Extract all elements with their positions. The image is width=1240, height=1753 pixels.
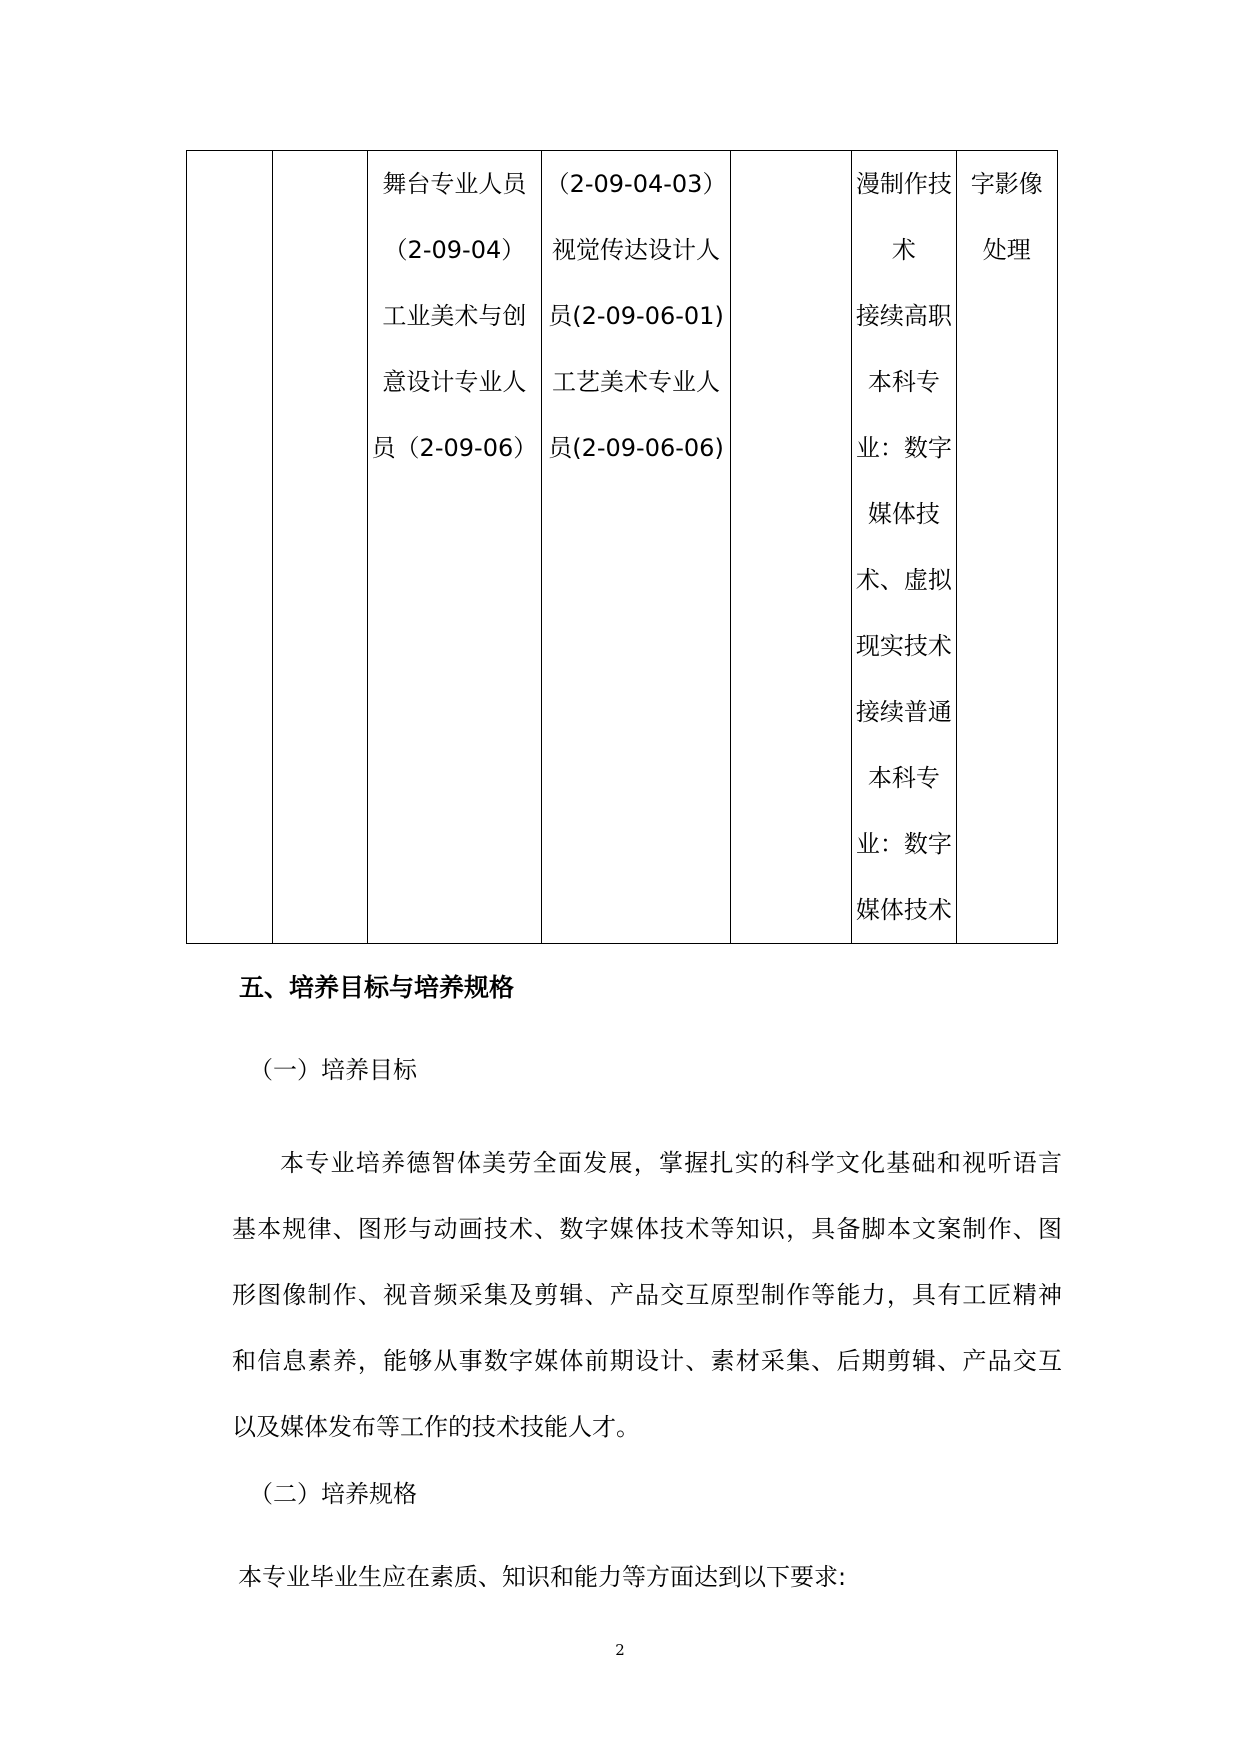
table-cell-line: 员(2-09-06-06) <box>548 434 724 462</box>
table-cell-line: 媒体技术 <box>855 896 952 924</box>
table-cell-line: 术、虚拟 <box>855 566 952 594</box>
table-cell-line: 业：数字 <box>855 830 952 858</box>
table-cell-line: 术 <box>891 236 916 264</box>
table-cell-line: 视觉传达设计人 <box>552 236 721 264</box>
spec-intro-text: 本专业毕业生应在素质、知识和能力等方面达到以下要求: <box>238 1563 847 1591</box>
table-cell-line: 漫制作技 <box>855 170 952 198</box>
goal-heading: （一）培养目标 <box>249 1056 417 1084</box>
table-cell-line: 接续高职 <box>855 302 952 330</box>
table-cell-line: （2-09-04-03） <box>545 170 727 198</box>
spec-heading: （二）培养规格 <box>249 1480 417 1508</box>
table-cell-line: 业：数字 <box>855 434 952 462</box>
table-cell-line: 字影像 <box>970 170 1043 198</box>
table-cell-line: 接续普通 <box>855 698 952 726</box>
table-cell-col7 <box>956 151 1057 944</box>
goal-paragraph <box>232 1130 1062 1460</box>
table-cell-line: 处理 <box>982 236 1031 264</box>
table-cell-col5 <box>730 151 851 944</box>
table-cell-line: 现实技术 <box>855 632 952 660</box>
goal-paragraph-line: 本专业培养德智体美劳全面发展，掌握扎实的科学文化基础和视听语言 <box>280 1149 1062 1177</box>
page-number: 2 <box>615 1641 625 1659</box>
goal-paragraph-line: 和信息素养，能够从事数字媒体前期设计、素材采集、后期剪辑、产品交互 <box>232 1347 1062 1375</box>
goal-paragraph-line: 以及媒体发布等工作的技术技能人才。 <box>232 1413 640 1441</box>
table-cell-line: 本科专 <box>867 368 940 396</box>
occupation-table <box>186 150 1058 944</box>
table-cell-col1 <box>187 151 273 944</box>
table-cell-line: （2-09-04） <box>383 236 526 264</box>
table-cell-line: 意设计专业人 <box>382 368 527 396</box>
table-cell-col2 <box>273 151 367 944</box>
table-cell-line: 员（2-09-06） <box>371 434 538 462</box>
table-cell-line: 本科专 <box>867 764 940 792</box>
table-cell-col3 <box>367 151 542 944</box>
table-cell-line: 舞台专业人员 <box>382 170 527 198</box>
table-cell-col6 <box>852 151 956 944</box>
table-row <box>187 151 1058 944</box>
table-cell-col4 <box>542 151 731 944</box>
goal-paragraph-line: 形图像制作、视音频采集及剪辑、产品交互原型制作等能力，具有工匠精神 <box>232 1281 1062 1309</box>
goal-paragraph-line: 基本规律、图形与动画技术、数字媒体技术等知识，具备脚本文案制作、图 <box>232 1215 1062 1243</box>
section-heading: 五、培养目标与培养规格 <box>239 973 515 1002</box>
table-cell-line: 工艺美术专业人 <box>552 368 721 396</box>
table-cell-line: 员(2-09-06-01) <box>548 302 724 330</box>
table-cell-line: 工业美术与创 <box>382 302 527 330</box>
table-cell-line: 媒体技 <box>867 500 940 528</box>
